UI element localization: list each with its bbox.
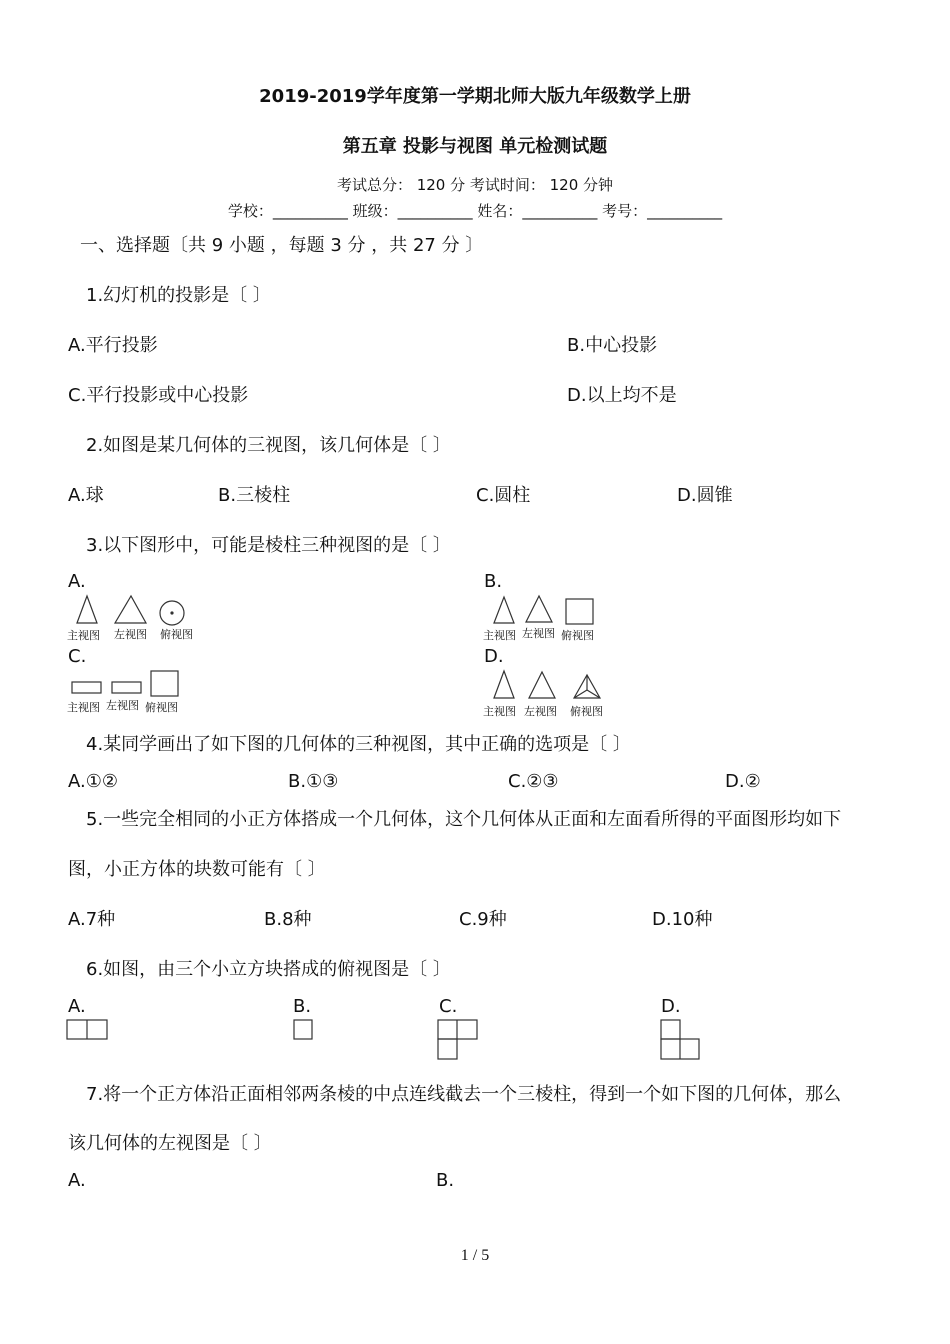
view-label: 主视图 xyxy=(483,705,516,718)
option: D.10种 xyxy=(652,909,713,930)
question-3: 3.以下图形中，可能是棱柱三种视图的是〔 〕 xyxy=(86,535,451,556)
option: B.中心投影 xyxy=(567,335,658,356)
exam-info: 考试总分： 120 分 考试时间： 120 分钟 xyxy=(336,176,614,194)
view-label: 俯视图 xyxy=(570,705,603,718)
view-label: 俯视图 xyxy=(160,628,193,641)
question-4: 4.某同学画出了如下图的几何体的三种视图，其中正确的选项是〔 〕 xyxy=(86,734,631,755)
option: A. xyxy=(68,571,86,592)
option: A. xyxy=(68,1170,86,1191)
option: B. xyxy=(293,996,312,1017)
view-label: 俯视图 xyxy=(145,701,178,714)
view-label: 主视图 xyxy=(67,629,100,642)
option: B.三棱柱 xyxy=(218,485,291,506)
question-7-cont: 该几何体的左视图是〔 〕 xyxy=(68,1133,272,1154)
option: C.9种 xyxy=(459,909,507,930)
view-label: 主视图 xyxy=(483,629,516,642)
doc-subtitle: 第五章 投影与视图 单元检测试题 xyxy=(342,136,608,157)
view-label: 左视图 xyxy=(524,705,557,718)
option: B. xyxy=(436,1170,455,1191)
option: A.球 xyxy=(68,485,104,506)
question-5: 5.一些完全相同的小正方体搭成一个几何体，这个几何体从正面和左面看所得的平面图形均如下 xyxy=(86,809,842,830)
view-label: 左视图 xyxy=(522,627,555,640)
question-5-cont: 图，小正方体的块数可能有〔 〕 xyxy=(68,859,326,880)
option: B.8种 xyxy=(264,909,312,930)
option: C. xyxy=(439,996,458,1017)
doc-title: 2019-2019学年度第一学期北师大版九年级数学上册 xyxy=(259,86,691,107)
option: B. xyxy=(484,571,503,592)
option: C.圆柱 xyxy=(476,485,531,506)
option: A.7种 xyxy=(68,909,116,930)
grid-figure-c xyxy=(438,1020,477,1059)
option: C.平行投影或中心投影 xyxy=(68,385,249,406)
option: B.①③ xyxy=(288,771,339,792)
option: D.以上均不是 xyxy=(567,385,677,406)
option: C. xyxy=(68,646,87,667)
student-fields: 学校：__________ 班级：__________ 姓名：__________ 考号：__________ xyxy=(227,202,723,220)
option: A.平行投影 xyxy=(68,335,158,356)
page-number: 1 / 5 xyxy=(460,1247,490,1264)
section-heading: 一、选择题〔共 9 小题 ，每题 3 分 ，共 27 分 〕 xyxy=(80,235,484,256)
question-7: 7.将一个正方体沿正面相邻两条棱的中点连线截去一个三棱柱，得到一个如下图的几何体，那么 xyxy=(86,1084,842,1105)
option: D. xyxy=(661,996,681,1017)
grid-figure-a xyxy=(67,1020,107,1039)
grid-figure-b xyxy=(294,1020,312,1039)
view-label: 主视图 xyxy=(67,701,100,714)
option: A. xyxy=(68,996,86,1017)
option: A.①② xyxy=(68,771,118,792)
option: D.② xyxy=(725,771,761,792)
option: D.圆锥 xyxy=(677,485,733,506)
question-6: 6.如图，由三个小立方块搭成的俯视图是〔 〕 xyxy=(86,959,451,980)
question-2: 2.如图是某几何体的三视图，该几何体是〔 〕 xyxy=(86,435,451,456)
option: D. xyxy=(484,646,504,667)
view-label: 左视图 xyxy=(106,699,139,712)
option: C.②③ xyxy=(508,771,559,792)
view-label: 俯视图 xyxy=(561,629,594,642)
view-label: 左视图 xyxy=(114,628,147,641)
grid-figure-d xyxy=(661,1020,699,1059)
question-1: 1.幻灯机的投影是〔 〕 xyxy=(86,285,271,306)
